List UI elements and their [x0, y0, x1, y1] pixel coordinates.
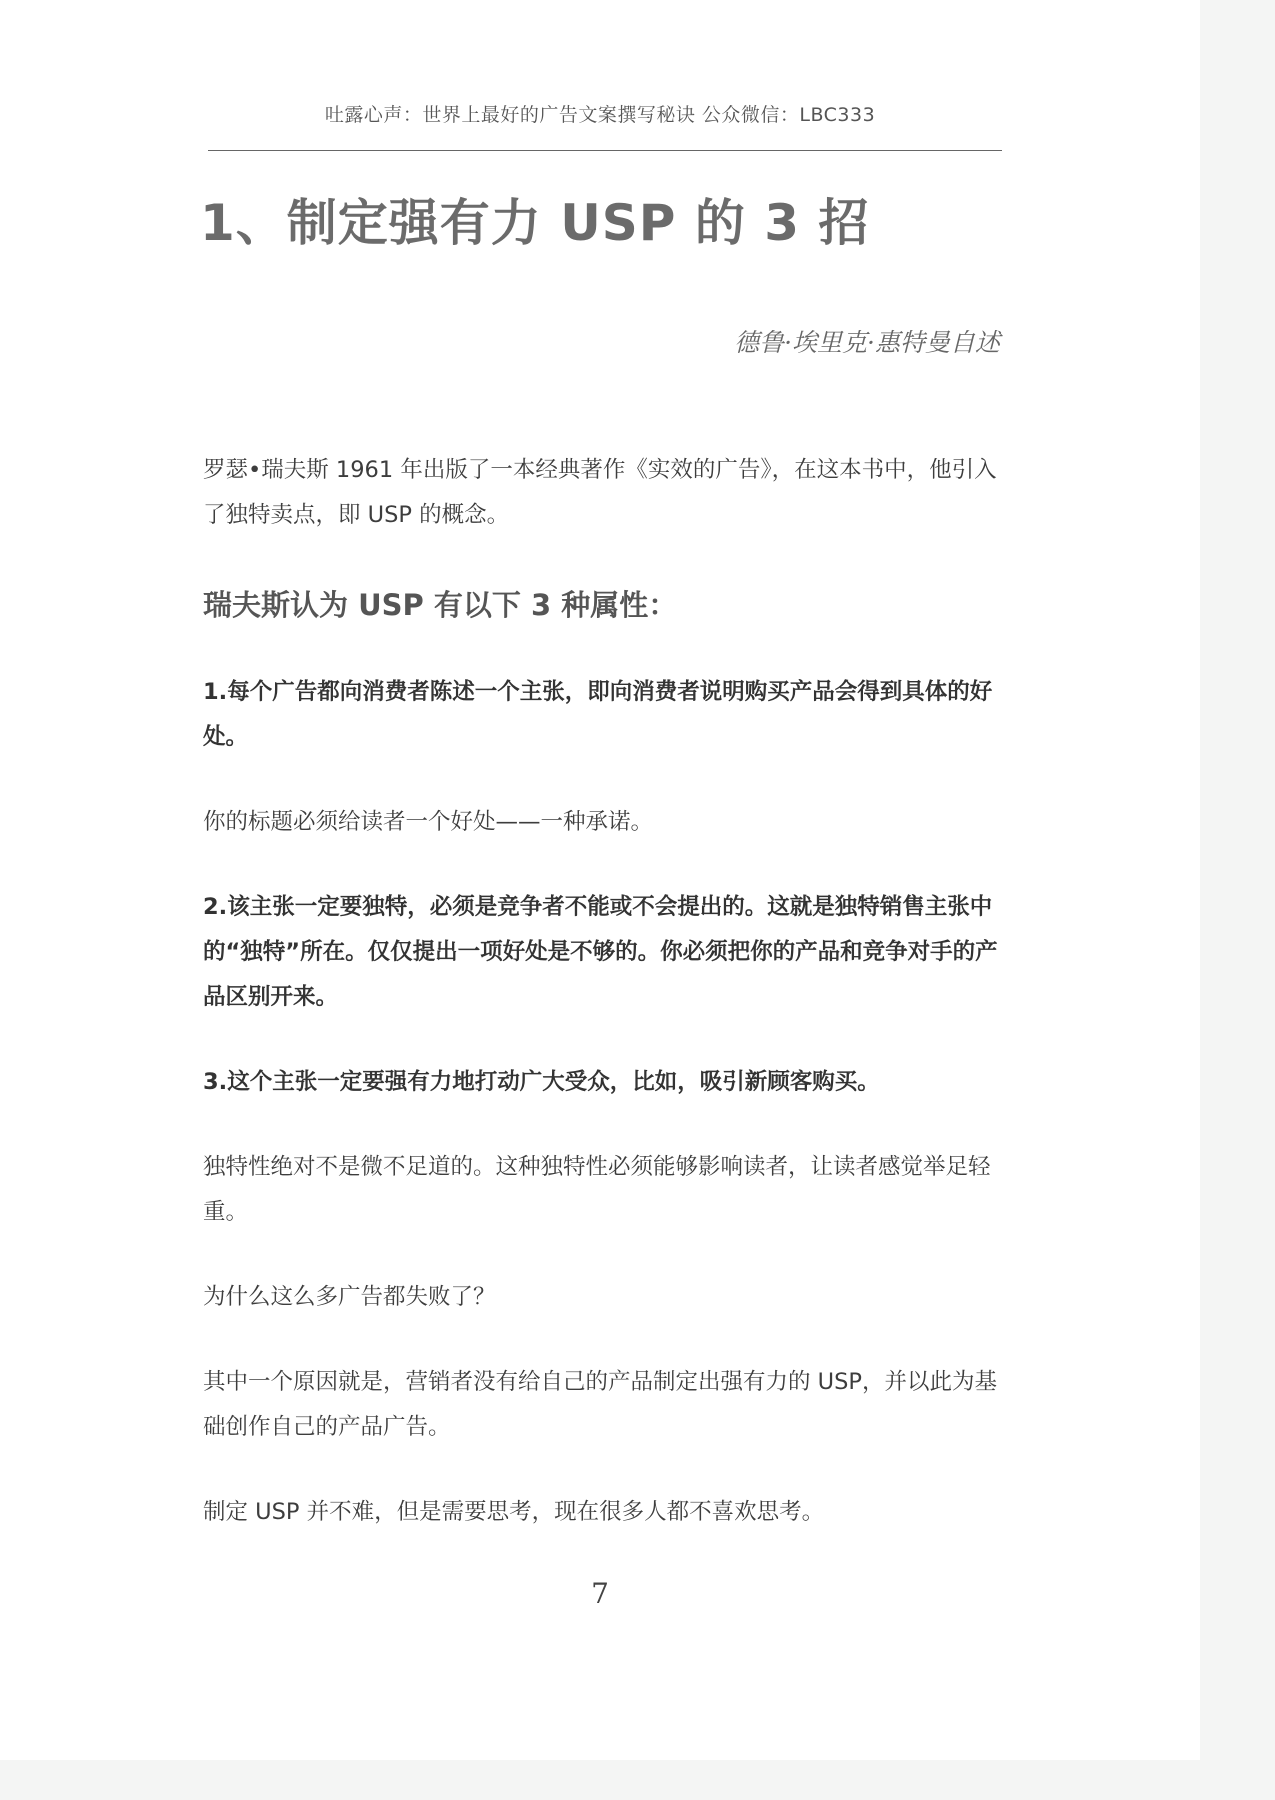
- chapter-title: 1、制定强有力 USP 的 3 招: [200, 194, 870, 252]
- answer-paragraph: 其中一个原因就是，营销者没有给自己的产品制定出强有力的 USP，并以此为基础创作自己的产品广告。: [203, 1369, 997, 1440]
- point-2: 2.该主张一定要独特，必须是竞争者不能或不会提出的。这就是独特销售主张中的“独特”所在。仅仅提出一项好处是不够的。你必须把你的产品和竞争对手的产品区别开来。: [203, 894, 998, 1010]
- point-1: 1.每个广告都向消费者陈述一个主张，即向消费者说明购买产品会得到具体的好处。: [203, 679, 993, 750]
- header-divider: [208, 150, 1002, 151]
- uniqueness-paragraph: 独特性绝对不是微不足道的。这种独特性必须能够影响读者，让读者感觉举足轻重。: [203, 1154, 991, 1225]
- point-3: 3.这个主张一定要强有力地打动广大受众，比如，吸引新顾客购买。: [203, 1069, 880, 1095]
- intro-paragraph: 罗瑟•瑞夫斯 1961 年出版了一本经典著作《实效的广告》，在这本书中，他引入了独特卖点，即 USP 的概念。: [203, 457, 997, 528]
- running-header: 吐露心声：世界上最好的广告文案撰写秘诀 公众微信：LBC333: [324, 104, 876, 126]
- question-paragraph: 为什么这么多广告都失败了？: [203, 1284, 496, 1310]
- point-1-note: 你的标题必须给读者一个好处——一种承诺。: [203, 809, 654, 835]
- body-content: [203, 448, 1009, 1535]
- section-subheading: 瑞夫斯认为 USP 有以下 3 种属性：: [203, 588, 678, 622]
- page-number: 7: [591, 1577, 609, 1610]
- author-attribution: 德鲁·埃里克·惠特曼自述: [734, 328, 1000, 357]
- closing-paragraph: 制定 USP 并不难，但是需要思考，现在很多人都不喜欢思考。: [203, 1499, 825, 1525]
